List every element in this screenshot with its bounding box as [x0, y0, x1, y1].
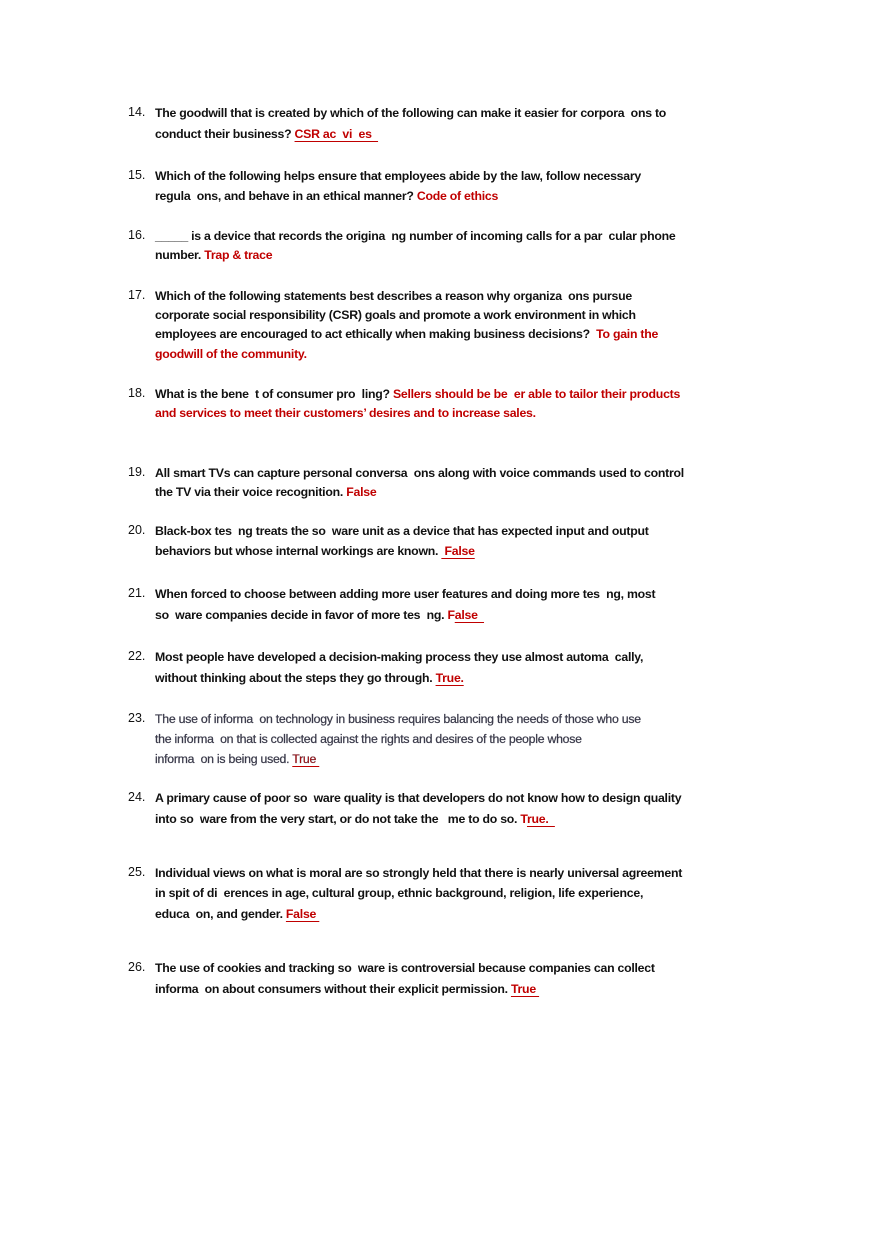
question-number: 21. — [128, 586, 146, 600]
question-line — [155, 228, 675, 244]
question-text: A primary cause of poor so ware quality is that developers do not know how to design quality — [155, 791, 682, 805]
question-text: conduct their business? — [155, 127, 295, 141]
question-text: Most people have developed a decision-making process they use almost automa cally, — [155, 650, 644, 664]
question-line — [155, 751, 319, 767]
question-number: 14. — [128, 105, 146, 119]
question-line — [155, 168, 641, 184]
answer-text: True — [292, 752, 320, 766]
question-number: 25. — [128, 865, 146, 879]
question-line — [155, 307, 636, 323]
question-line — [155, 906, 319, 922]
question-number: 19. — [128, 465, 146, 479]
question-line — [155, 865, 682, 881]
answer-text: alse — [454, 608, 485, 622]
question-text: The goodwill that is created by which of the following can make it easier for corpora ons to — [155, 106, 667, 120]
answer-text: False — [346, 485, 377, 499]
question-text: regula ons, and behave in an ethical manner? — [155, 189, 417, 203]
question-number: 16. — [128, 228, 146, 242]
answer-text: Trap & trace — [204, 248, 273, 262]
question-text: number. — [155, 248, 205, 262]
question-line — [155, 326, 658, 342]
question-number: 23. — [128, 711, 146, 725]
question-text: What is the bene t of consumer pro ling? — [155, 387, 393, 401]
answer-text: F — [447, 608, 455, 622]
question-line — [155, 405, 536, 421]
question-text: in spit of di erences in age, cultural group, ethnic background, religion, life experience, — [155, 886, 644, 900]
question-text: employees are encouraged to act ethically when making business decisions? — [155, 327, 597, 341]
question-number: 22. — [128, 649, 146, 663]
question-line — [155, 523, 649, 539]
question-line — [155, 885, 643, 901]
question-text: When forced to choose between adding more user features and doing more tes ng, most — [155, 587, 656, 601]
question-line — [155, 731, 582, 747]
question-text: without thinking about the steps they go through. — [155, 671, 436, 685]
question-text: All smart TVs can capture personal conversa ons along with voice commands used to control — [155, 466, 684, 480]
answer-text: and services to meet their customers’ desires and to increase sales. — [155, 406, 536, 420]
question-text: informa on about consumers without their explicit permission. — [155, 982, 511, 996]
question-number: 24. — [128, 790, 146, 804]
question-number: 20. — [128, 523, 146, 537]
question-line — [155, 981, 539, 997]
answer-text: False — [285, 907, 320, 921]
answer-text: T — [520, 812, 527, 826]
question-line — [155, 346, 307, 362]
question-text: informa on is being used. — [155, 752, 293, 766]
question-text: The use of informa on technology in business requires balancing the needs of those who use — [155, 712, 641, 726]
question-text: Which of the following helps ensure that employees abide by the law, follow necessary — [155, 169, 641, 183]
question-number: 17. — [128, 288, 146, 302]
question-line — [155, 126, 378, 142]
answer-text: To gain the — [596, 327, 659, 341]
question-line — [155, 607, 484, 623]
question-number: 18. — [128, 386, 146, 400]
answer-text: goodwill of the community. — [155, 347, 307, 361]
question-text: Individual views on what is moral are so strongly held that there is nearly universal agreement — [155, 866, 683, 880]
question-line — [155, 386, 680, 402]
question-text: behaviors but whose internal workings are known. — [155, 544, 442, 558]
answer-text: False — [441, 544, 475, 558]
question-line — [155, 586, 655, 602]
question-line — [155, 711, 641, 727]
question-text: into so ware from the very start, or do not take the me to do so. — [155, 812, 521, 826]
question-line — [155, 484, 376, 500]
question-line — [155, 288, 632, 304]
answer-text: True. — [435, 671, 464, 685]
question-line — [155, 811, 555, 827]
answer-text: CSR ac vi es — [294, 127, 379, 141]
question-text: The use of cookies and tracking so ware is controversial because companies can collect — [155, 961, 655, 975]
question-text: so ware companies decide in favor of more tes ng. — [155, 608, 448, 622]
question-number: 26. — [128, 960, 146, 974]
question-line — [155, 247, 272, 263]
question-text: educa on, and gender. — [155, 907, 286, 921]
question-line — [155, 188, 498, 204]
question-text: _____ is a device that records the origina ng number of incoming calls for a par cular phone — [155, 229, 676, 243]
question-text: the informa on that is collected against the rights and desires of the people whose — [155, 732, 582, 746]
answer-text: Code of ethics — [416, 189, 499, 203]
question-text: Black-box tes ng treats the so ware unit as a device that has expected input and output — [155, 524, 649, 538]
question-line — [155, 465, 684, 481]
question-text: the TV via their voice recognition. — [155, 485, 347, 499]
question-line — [155, 670, 464, 686]
question-number: 15. — [128, 168, 146, 182]
question-line — [155, 543, 475, 559]
question-line — [155, 960, 655, 976]
question-line — [155, 790, 681, 806]
question-text: corporate social responsibility (CSR) goals and promote a work environment in which — [155, 308, 636, 322]
question-line — [155, 105, 666, 121]
answer-text: True — [510, 982, 540, 996]
question-text: Which of the following statements best describes a reason why organiza ons pursue — [155, 289, 632, 303]
answer-text: Sellers should be be er able to tailor their products — [392, 387, 681, 401]
question-line — [155, 649, 643, 665]
answer-text: rue. — [526, 812, 555, 826]
